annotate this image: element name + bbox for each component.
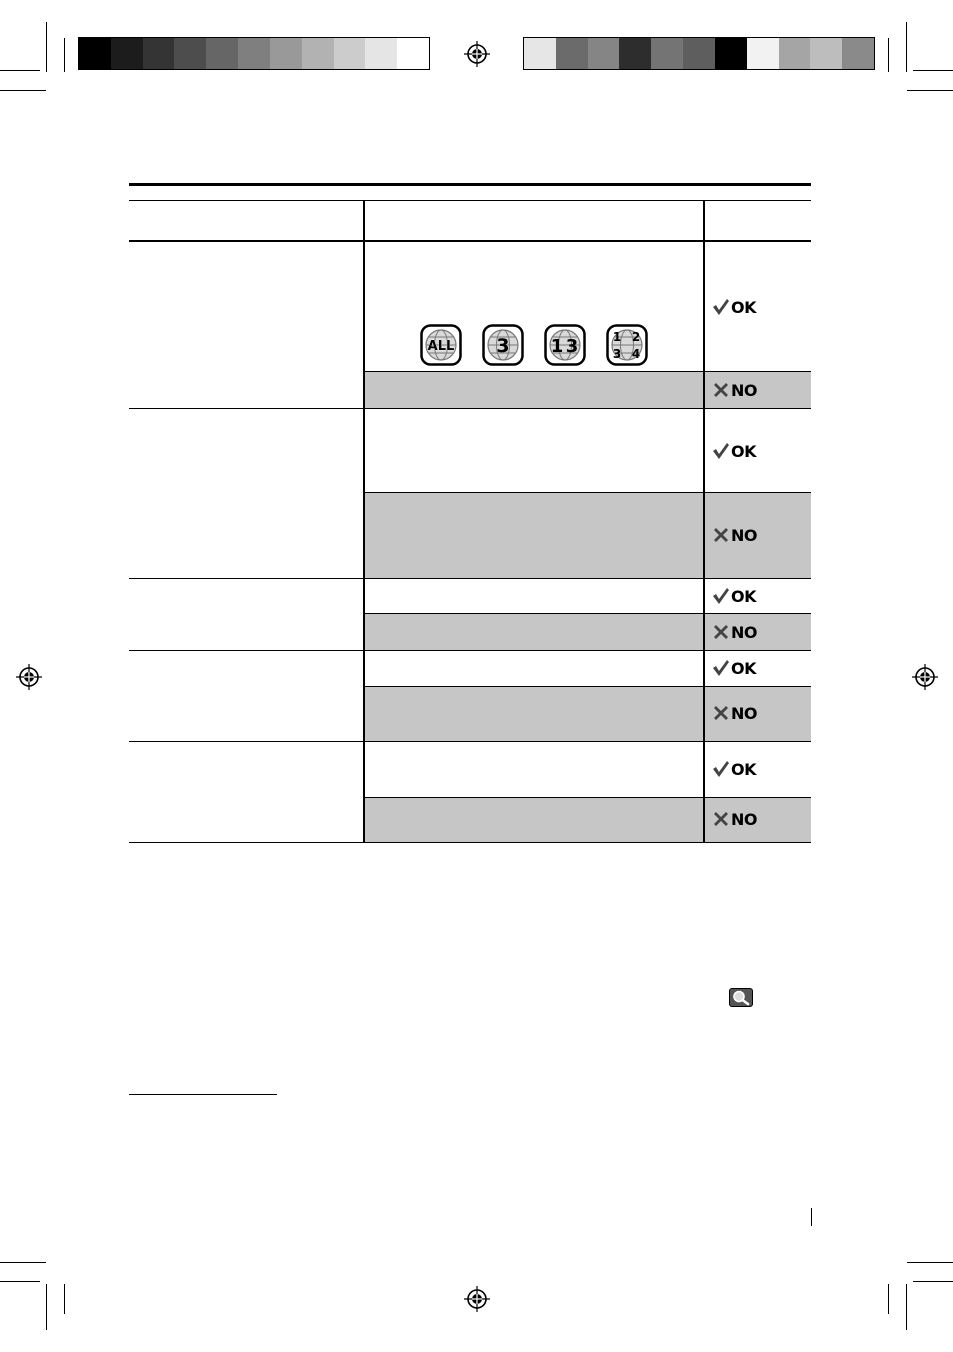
status-label: OK (731, 586, 756, 606)
status-label: NO (731, 703, 757, 723)
header-rule (129, 240, 811, 242)
status-no (712, 380, 757, 400)
crop-mark (913, 1281, 953, 1282)
crop-mark (0, 90, 46, 91)
status-ok (712, 658, 756, 678)
cross-icon (712, 526, 730, 544)
crop-mark (64, 38, 65, 72)
region-label: ALL (427, 339, 455, 354)
subrow-rule (365, 492, 811, 493)
color-bar-frame (78, 37, 430, 70)
check-icon (712, 760, 730, 778)
cross-icon (712, 623, 730, 641)
status-label: OK (731, 441, 756, 461)
crop-mark (64, 1284, 65, 1314)
row-rule (129, 578, 811, 579)
region-label: 4 (631, 347, 641, 361)
crop-mark (46, 1284, 47, 1330)
status-label: NO (731, 380, 757, 400)
region-label: 3 (565, 336, 579, 357)
globe-region-icon (482, 324, 524, 366)
subrow-rule (365, 797, 811, 798)
region-icons (420, 324, 650, 368)
subrow-rule (365, 371, 811, 372)
check-icon (712, 587, 730, 605)
page-marker-rule (811, 1208, 812, 1226)
crop-mark (0, 1262, 46, 1263)
registration-mark-icon (912, 664, 938, 690)
crop-mark (906, 22, 907, 72)
check-icon (712, 298, 730, 316)
status-label: OK (731, 759, 756, 779)
crop-mark (907, 90, 953, 91)
row-rule (129, 842, 811, 843)
region-label: 3 (496, 335, 510, 357)
row-rule (129, 650, 811, 651)
crop-mark (0, 70, 40, 71)
crop-mark (913, 70, 953, 71)
subrow-rule (365, 613, 811, 614)
status-label: NO (731, 809, 757, 829)
registration-mark-icon (464, 41, 490, 67)
crop-mark (888, 1284, 889, 1314)
region-label: 3 (612, 347, 622, 361)
crop-mark (888, 38, 889, 72)
cross-icon (712, 381, 730, 399)
crop-mark (0, 1281, 40, 1282)
footnote-rule (129, 1094, 277, 1095)
color-bar-frame (523, 37, 875, 70)
status-no (712, 622, 757, 642)
row-rule (129, 408, 811, 409)
status-label: OK (731, 297, 756, 317)
crop-mark (46, 22, 47, 72)
region-label: 2 (631, 330, 641, 344)
table-top-rule (129, 183, 811, 186)
status-ok (712, 441, 756, 461)
region-label: 1 (612, 330, 622, 344)
crop-mark (907, 1262, 953, 1263)
column-divider (703, 200, 705, 843)
check-icon (712, 442, 730, 460)
status-ok (712, 759, 756, 779)
row-rule (129, 741, 811, 742)
status-label: NO (731, 525, 757, 545)
magnifier-icon (729, 988, 753, 1007)
header-rule (129, 200, 811, 201)
status-ok (712, 586, 756, 606)
globe-region-icon (606, 324, 648, 366)
registration-mark-icon (16, 664, 42, 690)
status-no (712, 809, 757, 829)
region-label: 1 (550, 336, 564, 357)
crop-mark (906, 1284, 907, 1330)
status-no (712, 525, 757, 545)
status-ok (712, 297, 756, 317)
globe-region-icon (420, 324, 462, 366)
column-divider (363, 200, 365, 843)
cross-icon (712, 704, 730, 722)
status-no (712, 703, 757, 723)
registration-mark-icon (464, 1286, 490, 1312)
subrow-rule (365, 686, 811, 687)
status-label: NO (731, 622, 757, 642)
check-icon (712, 659, 730, 677)
cross-icon (712, 810, 730, 828)
status-label: OK (731, 658, 756, 678)
globe-region-icon (544, 324, 586, 366)
